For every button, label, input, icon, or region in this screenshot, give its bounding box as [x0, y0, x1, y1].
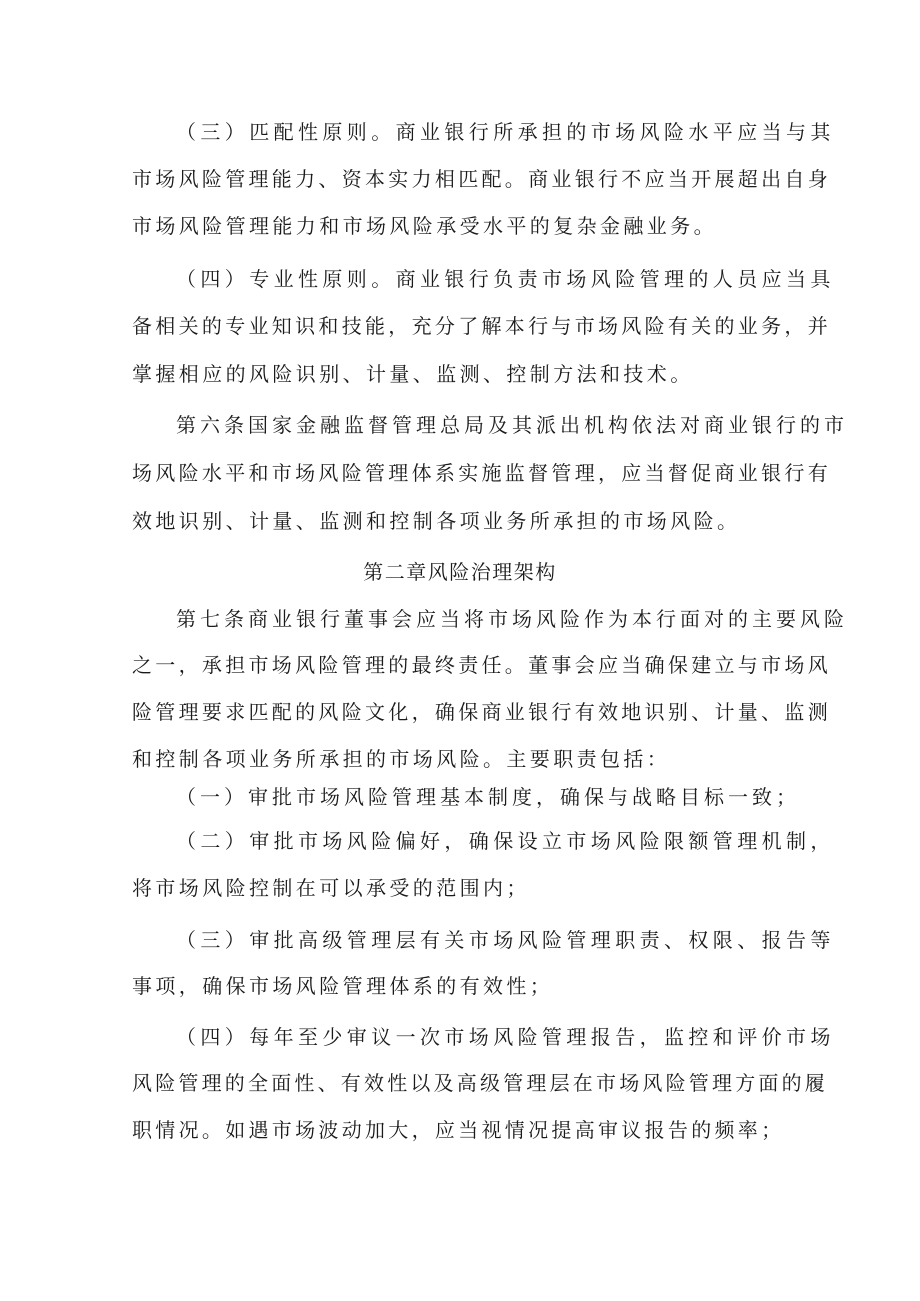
- text-line: 事项，确保市场风险管理体系的有效性；: [132, 974, 554, 998]
- text-line: 将市场风险控制在可以承受的范围内；: [132, 876, 530, 900]
- text-line: （四）每年至少审议一次市场风险管理报告，监控和评价市场: [176, 1025, 835, 1049]
- text-line: （三）审批高级管理层有关市场风险管理职责、权限、报告等: [176, 928, 835, 952]
- text-line: （一）审批市场风险管理基本制度，确保与战略目标一致；: [176, 785, 800, 809]
- text-line: 备相关的专业知识和技能，充分了解本行与市场风险有关的业务，并: [132, 314, 831, 338]
- text-line: （三）匹配性原则。商业银行所承担的市场风险水平应当与其: [176, 120, 835, 144]
- text-line: 场风险水平和市场风险管理体系实施监督管理，应当督促商业银行有: [132, 461, 831, 485]
- text-line: （二）审批市场风险偏好，确保设立市场风险限额管理机制，: [176, 829, 835, 853]
- text-line: 市场风险管理能力和市场风险承受水平的复杂金融业务。: [132, 214, 717, 238]
- text-line: 掌握相应的风险识别、计量、监测、控制方法和技术。: [132, 362, 694, 386]
- text-line: （四）专业性原则。商业银行负责市场风险管理的人员应当具: [176, 267, 835, 291]
- text-line: 和控制各项业务所承担的市场风险。主要职责包括：: [132, 747, 671, 771]
- text-line: 之一，承担市场风险管理的最终责任。董事会应当确保建立与市场风: [132, 653, 831, 677]
- text-line: 险管理要求匹配的风险文化，确保商业银行有效地识别、计量、监测: [132, 700, 831, 724]
- text-line: 市场风险管理能力、资本实力相匹配。商业银行不应当开展超出自身: [132, 167, 831, 191]
- chapter-heading: 第二章风险治理架构: [363, 560, 557, 584]
- text-line: 风险管理的全面性、有效性以及高级管理层在市场风险管理方面的履: [132, 1071, 828, 1095]
- text-line: 效地识别、计量、监测和控制各项业务所承担的市场风险。: [132, 509, 741, 533]
- text-line: 第六条国家金融监督管理总局及其派出机构依法对商业银行的市: [176, 413, 848, 437]
- text-line: 职情况。如遇市场波动加大，应当视情况提高审议报告的频率；: [132, 1118, 785, 1142]
- text-line: 第七条商业银行董事会应当将市场风险作为本行面对的主要风险: [176, 607, 848, 631]
